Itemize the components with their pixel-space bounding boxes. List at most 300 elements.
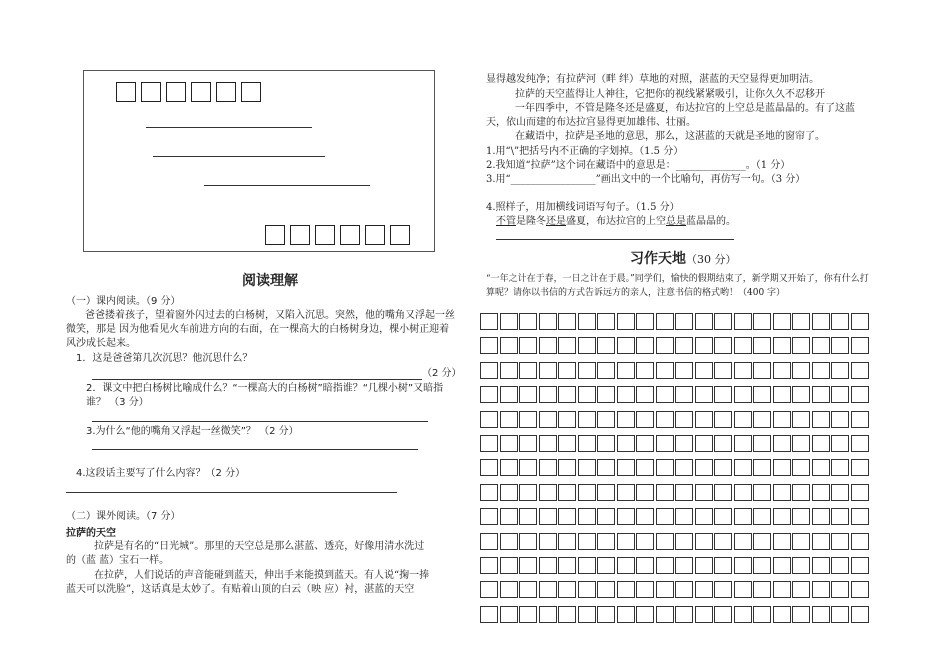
grid-cell[interactable] (714, 606, 732, 623)
grid-cell[interactable] (831, 533, 849, 550)
grid-cell[interactable] (675, 435, 693, 452)
grid-cell[interactable] (695, 533, 713, 550)
grid-cell[interactable] (753, 362, 771, 379)
grid-cell[interactable] (480, 411, 498, 428)
grid-cell[interactable] (617, 386, 635, 403)
grid-cell[interactable] (578, 386, 596, 403)
postcode-box[interactable] (141, 82, 161, 102)
sender-postcode-box[interactable] (290, 225, 310, 245)
grid-cell[interactable] (714, 533, 732, 550)
grid-cell[interactable] (617, 606, 635, 623)
grid-cell[interactable] (500, 386, 518, 403)
grid-cell[interactable] (539, 459, 557, 476)
grid-cell[interactable] (773, 508, 791, 525)
grid-cell[interactable] (812, 386, 830, 403)
grid-cell[interactable] (695, 362, 713, 379)
grid-cell[interactable] (636, 362, 654, 379)
grid-cell[interactable] (578, 484, 596, 501)
grid-cell[interactable] (480, 581, 498, 598)
grid-cell[interactable] (519, 313, 537, 330)
grid-cell[interactable] (792, 557, 810, 574)
grid-cell[interactable] (656, 313, 674, 330)
grid-cell[interactable] (519, 435, 537, 452)
grid-cell[interactable] (792, 581, 810, 598)
grid-cell[interactable] (675, 508, 693, 525)
grid-cell[interactable] (558, 557, 576, 574)
grid-cell[interactable] (500, 337, 518, 354)
grid-cell[interactable] (558, 362, 576, 379)
grid-cell[interactable] (812, 411, 830, 428)
grid-cell[interactable] (539, 508, 557, 525)
grid-cell[interactable] (617, 459, 635, 476)
postcode-box[interactable] (216, 82, 236, 102)
grid-cell[interactable] (636, 411, 654, 428)
grid-cell[interactable] (636, 581, 654, 598)
grid-cell[interactable] (539, 557, 557, 574)
grid-cell[interactable] (773, 337, 791, 354)
postcode-box[interactable] (241, 82, 261, 102)
grid-cell[interactable] (831, 337, 849, 354)
recipient-line[interactable] (153, 156, 325, 157)
grid-cell[interactable] (695, 386, 713, 403)
composition-title: 习作天地 (630, 251, 686, 267)
envelope-frame (83, 70, 435, 252)
grid-cell[interactable] (753, 484, 771, 501)
grid-cell[interactable] (734, 411, 752, 428)
grid-cell[interactable] (812, 337, 830, 354)
grid-cell[interactable] (578, 337, 596, 354)
grid-cell[interactable] (812, 313, 830, 330)
postcode-box[interactable] (191, 82, 211, 102)
grid-cell[interactable] (558, 411, 576, 428)
grid-cell[interactable] (812, 459, 830, 476)
grid-cell[interactable] (812, 557, 830, 574)
grid-cell[interactable] (480, 386, 498, 403)
grid-cell[interactable] (539, 581, 557, 598)
grid-cell[interactable] (597, 362, 615, 379)
grid-cell[interactable] (558, 533, 576, 550)
grid-cell[interactable] (617, 337, 635, 354)
passage2-line: 拉萨的天空蓝得让人神往，它把你的视线紧紧吸引，让你久久不忍移开 (515, 89, 825, 100)
passage-title: 拉萨的天空 (66, 528, 116, 539)
grid-cell[interactable] (753, 386, 771, 403)
grid-cell[interactable] (675, 362, 693, 379)
grid-cell[interactable] (851, 606, 869, 623)
grid-cell[interactable] (597, 484, 615, 501)
grid-cell[interactable] (636, 557, 654, 574)
grid-cell[interactable] (597, 313, 615, 330)
passage2-line: 在拉萨，人们说话的声音能碰到蓝天，伸出手来能摸到蓝天。有人说“掬一捧 (94, 570, 430, 581)
grid-cell[interactable] (597, 606, 615, 623)
grid-cell[interactable] (812, 435, 830, 452)
sender-postcode-box[interactable] (390, 225, 410, 245)
postcode-box[interactable] (116, 82, 136, 102)
grid-cell[interactable] (597, 337, 615, 354)
grid-cell[interactable] (500, 362, 518, 379)
grid-cell[interactable] (519, 411, 537, 428)
grid-cell[interactable] (675, 606, 693, 623)
grid-cell[interactable] (831, 362, 849, 379)
grid-cell[interactable] (831, 435, 849, 452)
grid-cell[interactable] (500, 484, 518, 501)
grid-cell[interactable] (578, 533, 596, 550)
grid-cell[interactable] (558, 435, 576, 452)
grid-cell[interactable] (597, 435, 615, 452)
grid-cell[interactable] (558, 337, 576, 354)
grid-cell[interactable] (831, 557, 849, 574)
grid-cell[interactable] (519, 508, 537, 525)
grid-cell[interactable] (500, 435, 518, 452)
grid-cell[interactable] (714, 484, 732, 501)
answer-line-2[interactable] (92, 421, 428, 422)
grid-cell[interactable] (539, 337, 557, 354)
grid-cell[interactable] (734, 533, 752, 550)
grid-cell[interactable] (656, 337, 674, 354)
grid-cell[interactable] (636, 386, 654, 403)
grid-cell[interactable] (597, 386, 615, 403)
grid-cell[interactable] (500, 557, 518, 574)
grid-cell[interactable] (773, 581, 791, 598)
grid-cell[interactable] (500, 313, 518, 330)
grid-cell[interactable] (734, 508, 752, 525)
grid-cell[interactable] (480, 557, 498, 574)
grid-cell[interactable] (480, 484, 498, 501)
grid-cell[interactable] (539, 313, 557, 330)
grid-cell[interactable] (831, 386, 849, 403)
grid-cell[interactable] (734, 459, 752, 476)
grid-cell[interactable] (656, 508, 674, 525)
grid-cell[interactable] (773, 557, 791, 574)
section2-heading: （二）课外阅读。（7 分） (66, 511, 181, 522)
grid-cell[interactable] (656, 386, 674, 403)
grid-cell[interactable] (656, 581, 674, 598)
grid-cell[interactable] (831, 411, 849, 428)
grid-cell[interactable] (675, 337, 693, 354)
question-4: 4.这段话主要写了什么内容？（2 分） (76, 468, 246, 479)
grid-cell[interactable] (675, 557, 693, 574)
grid-cell[interactable] (851, 557, 869, 574)
grid-cell[interactable] (851, 508, 869, 525)
grid-cell[interactable] (656, 362, 674, 379)
grid-cell[interactable] (714, 459, 732, 476)
answer-line-4[interactable] (66, 492, 397, 493)
grid-cell[interactable] (773, 435, 791, 452)
question-1b: 1.用“\”把括号内不正确的字划掉。（1.5 分） (486, 146, 684, 157)
grid-cell[interactable] (675, 411, 693, 428)
grid-cell[interactable] (578, 411, 596, 428)
postcode-box[interactable] (166, 82, 186, 102)
example-keyword: 不管 (496, 216, 516, 227)
grid-cell[interactable] (656, 459, 674, 476)
passage2-line: 拉萨是有名的“日光城”。那里的天空总是那么湛蓝、透亮，好像用清水洗过 (94, 541, 425, 552)
grid-cell[interactable] (636, 533, 654, 550)
grid-cell[interactable] (578, 606, 596, 623)
grid-cell[interactable] (812, 606, 830, 623)
grid-cell[interactable] (597, 581, 615, 598)
grid-cell[interactable] (617, 533, 635, 550)
grid-cell[interactable] (753, 337, 771, 354)
grid-cell[interactable] (831, 581, 849, 598)
grid-cell[interactable] (617, 411, 635, 428)
grid-cell[interactable] (714, 508, 732, 525)
grid-cell[interactable] (636, 508, 654, 525)
answer-line-example[interactable] (496, 239, 734, 240)
grid-cell[interactable] (519, 557, 537, 574)
grid-cell[interactable] (753, 313, 771, 330)
grid-cell[interactable] (714, 435, 732, 452)
grid-cell[interactable] (675, 386, 693, 403)
grid-cell[interactable] (500, 581, 518, 598)
grid-cell[interactable] (539, 484, 557, 501)
grid-cell[interactable] (831, 508, 849, 525)
grid-cell[interactable] (578, 313, 596, 330)
grid-cell[interactable] (636, 459, 654, 476)
grid-cell[interactable] (539, 411, 557, 428)
grid-cell[interactable] (695, 459, 713, 476)
passage-line: 风沙成长起来。 (66, 338, 136, 349)
grid-cell[interactable] (656, 533, 674, 550)
grid-cell[interactable] (558, 386, 576, 403)
grid-cell[interactable] (695, 484, 713, 501)
grid-cell[interactable] (753, 459, 771, 476)
grid-cell[interactable] (714, 557, 732, 574)
grid-cell[interactable] (734, 484, 752, 501)
grid-cell[interactable] (792, 533, 810, 550)
grid-cell[interactable] (539, 606, 557, 623)
grid-cell[interactable] (636, 313, 654, 330)
grid-cell[interactable] (714, 386, 732, 403)
grid-cell[interactable] (753, 606, 771, 623)
grid-cell[interactable] (831, 459, 849, 476)
address-line[interactable] (146, 127, 312, 128)
grid-cell[interactable] (734, 557, 752, 574)
grid-cell[interactable] (675, 484, 693, 501)
grid-cell[interactable] (636, 606, 654, 623)
example-keyword: 还是 (546, 216, 566, 227)
grid-cell[interactable] (617, 435, 635, 452)
grid-cell[interactable] (753, 411, 771, 428)
grid-cell[interactable] (617, 313, 635, 330)
composition-prompt: “一年之计在于春，一日之计在于晨。”同学们，愉快的假期结束了，新学期又开始了，你有什么打 (486, 274, 869, 284)
grid-cell[interactable] (578, 435, 596, 452)
grid-cell[interactable] (597, 508, 615, 525)
grid-cell[interactable] (539, 386, 557, 403)
grid-cell[interactable] (851, 313, 869, 330)
grid-cell[interactable] (851, 435, 869, 452)
grid-cell[interactable] (734, 337, 752, 354)
grid-cell[interactable] (675, 313, 693, 330)
grid-cell[interactable] (558, 606, 576, 623)
grid-cell[interactable] (519, 362, 537, 379)
grid-cell[interactable] (773, 533, 791, 550)
grid-cell[interactable] (792, 508, 810, 525)
grid-cell[interactable] (597, 411, 615, 428)
grid-cell[interactable] (734, 362, 752, 379)
grid-cell[interactable] (519, 533, 537, 550)
example-sentence (496, 214, 736, 229)
grid-cell[interactable] (519, 606, 537, 623)
grid-cell[interactable] (773, 484, 791, 501)
grid-cell[interactable] (500, 411, 518, 428)
grid-cell[interactable] (831, 313, 849, 330)
grid-cell[interactable] (734, 313, 752, 330)
grid-cell[interactable] (695, 411, 713, 428)
grid-cell[interactable] (578, 459, 596, 476)
grid-cell[interactable] (851, 386, 869, 403)
grid-cell[interactable] (519, 337, 537, 354)
example-text: 盛夏，布达拉宫的上空 (566, 216, 666, 227)
grid-cell[interactable] (656, 557, 674, 574)
grid-cell[interactable] (500, 508, 518, 525)
sender-line[interactable] (204, 185, 370, 186)
grid-cell[interactable] (539, 435, 557, 452)
grid-cell[interactable] (519, 484, 537, 501)
grid-cell[interactable] (851, 459, 869, 476)
grid-cell[interactable] (675, 459, 693, 476)
grid-cell[interactable] (851, 581, 869, 598)
example-text: 是隆冬 (516, 216, 546, 227)
grid-cell[interactable] (539, 533, 557, 550)
grid-cell[interactable] (617, 581, 635, 598)
grid-cell[interactable] (792, 337, 810, 354)
grid-cell[interactable] (500, 459, 518, 476)
grid-cell[interactable] (656, 606, 674, 623)
grid-cell[interactable] (578, 508, 596, 525)
grid-cell[interactable] (675, 581, 693, 598)
grid-cell[interactable] (636, 435, 654, 452)
grid-cell[interactable] (695, 337, 713, 354)
answer-line-1[interactable] (92, 379, 422, 380)
grid-cell[interactable] (812, 362, 830, 379)
grid-cell[interactable] (656, 411, 674, 428)
grid-cell[interactable] (578, 557, 596, 574)
grid-cell[interactable] (695, 581, 713, 598)
grid-cell[interactable] (519, 386, 537, 403)
grid-cell[interactable] (714, 313, 732, 330)
grid-cell[interactable] (714, 581, 732, 598)
grid-cell[interactable] (812, 484, 830, 501)
grid-cell[interactable] (695, 508, 713, 525)
grid-cell[interactable] (675, 533, 693, 550)
grid-cell[interactable] (773, 386, 791, 403)
grid-cell[interactable] (500, 606, 518, 623)
grid-cell[interactable] (617, 557, 635, 574)
grid-cell[interactable] (636, 337, 654, 354)
grid-cell[interactable] (792, 313, 810, 330)
grid-cell[interactable] (792, 386, 810, 403)
grid-cell[interactable] (714, 411, 732, 428)
grid-cell[interactable] (480, 508, 498, 525)
sender-postcode-box[interactable] (340, 225, 360, 245)
grid-cell[interactable] (734, 606, 752, 623)
grid-cell[interactable] (773, 606, 791, 623)
grid-cell[interactable] (558, 313, 576, 330)
sender-postcode-box[interactable] (265, 225, 285, 245)
grid-cell[interactable] (539, 362, 557, 379)
grid-cell[interactable] (656, 435, 674, 452)
grid-cell[interactable] (792, 459, 810, 476)
sender-postcode-box[interactable] (315, 225, 335, 245)
grid-cell[interactable] (695, 313, 713, 330)
grid-cell[interactable] (753, 557, 771, 574)
grid-cell[interactable] (734, 435, 752, 452)
grid-cell[interactable] (851, 484, 869, 501)
grid-cell[interactable] (851, 411, 869, 428)
grid-cell[interactable] (831, 606, 849, 623)
grid-cell[interactable] (597, 557, 615, 574)
grid-cell[interactable] (597, 459, 615, 476)
grid-cell[interactable] (558, 484, 576, 501)
grid-cell[interactable] (812, 581, 830, 598)
grid-cell[interactable] (480, 337, 498, 354)
grid-cell[interactable] (812, 508, 830, 525)
grid-cell[interactable] (831, 484, 849, 501)
grid-cell[interactable] (753, 533, 771, 550)
grid-cell[interactable] (714, 362, 732, 379)
grid-cell[interactable] (597, 533, 615, 550)
grid-cell[interactable] (480, 362, 498, 379)
grid-cell[interactable] (480, 606, 498, 623)
grid-cell[interactable] (558, 581, 576, 598)
grid-cell[interactable] (773, 313, 791, 330)
grid-cell[interactable] (480, 459, 498, 476)
grid-cell[interactable] (792, 435, 810, 452)
grid-cell[interactable] (480, 533, 498, 550)
grid-cell[interactable] (792, 411, 810, 428)
grid-cell[interactable] (851, 362, 869, 379)
grid-cell[interactable] (656, 484, 674, 501)
grid-cell[interactable] (792, 484, 810, 501)
grid-cell[interactable] (773, 411, 791, 428)
grid-cell[interactable] (812, 533, 830, 550)
grid-cell[interactable] (617, 484, 635, 501)
grid-cell[interactable] (695, 606, 713, 623)
grid-cell[interactable] (480, 435, 498, 452)
grid-cell[interactable] (851, 533, 869, 550)
question-2: 2．课文中把白杨树比喻成什么？“一棵高大的白杨树”暗指谁？“几棵小树”又暗指 (86, 383, 444, 394)
grid-cell[interactable] (558, 508, 576, 525)
grid-cell[interactable] (753, 508, 771, 525)
passage2-line: 天，依山而建的布达拉宫显得更加雄伟、壮丽。 (486, 117, 696, 128)
grid-cell[interactable] (695, 557, 713, 574)
grid-cell[interactable] (792, 606, 810, 623)
grid-cell[interactable] (753, 435, 771, 452)
grid-cell[interactable] (773, 362, 791, 379)
grid-cell[interactable] (519, 581, 537, 598)
grid-cell[interactable] (617, 362, 635, 379)
grid-cell[interactable] (734, 386, 752, 403)
answer-line-3[interactable] (92, 449, 418, 450)
passage-line: 微笑，那是 因为他看见火车前进方向的右面，在一棵高大的白杨树身边，棵小树正迎着 (66, 324, 450, 335)
grid-cell[interactable] (519, 459, 537, 476)
sender-postcode-box[interactable] (365, 225, 385, 245)
grid-cell[interactable] (753, 581, 771, 598)
grid-cell[interactable] (617, 508, 635, 525)
grid-cell[interactable] (480, 313, 498, 330)
grid-cell[interactable] (578, 362, 596, 379)
grid-cell[interactable] (792, 362, 810, 379)
grid-cell[interactable] (773, 459, 791, 476)
passage2-line: 在藏语中，拉萨是圣地的意思，那么，这湛蓝的天就是圣地的窗帘了。 (515, 131, 825, 142)
grid-cell[interactable] (695, 435, 713, 452)
grid-cell[interactable] (578, 581, 596, 598)
grid-cell[interactable] (500, 533, 518, 550)
grid-cell[interactable] (734, 581, 752, 598)
grid-cell[interactable] (714, 337, 732, 354)
grid-cell[interactable] (636, 484, 654, 501)
grid-cell[interactable] (558, 459, 576, 476)
grid-cell[interactable] (851, 337, 869, 354)
